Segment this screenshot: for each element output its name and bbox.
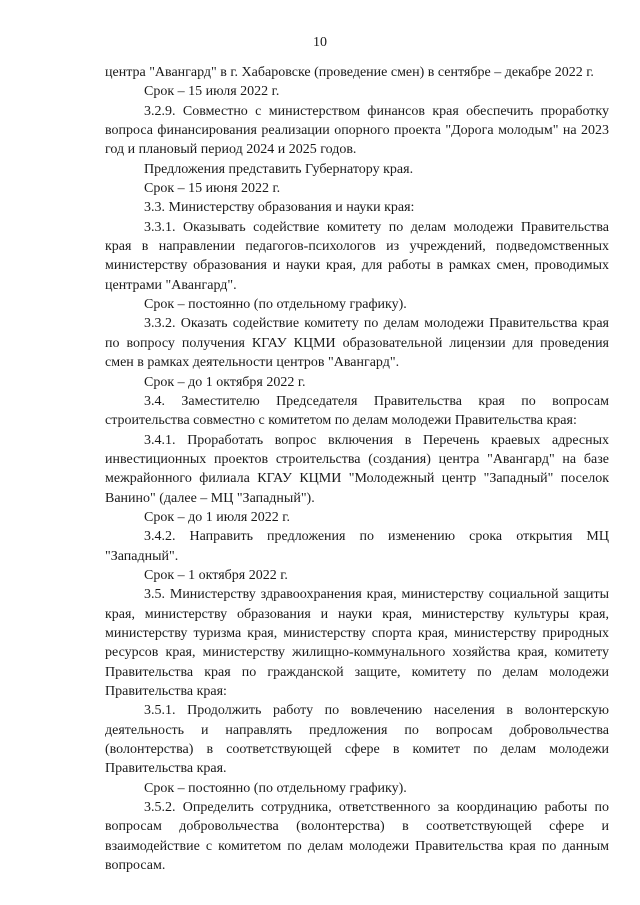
deadline-line: Срок – 15 июня 2022 г. xyxy=(144,181,281,197)
section-3-5-heading: 3.5. Министерству здравоохранения края, министерству социальной защиты края, министерству образования и науки края, министерству культуры края, министерству туризма края, министерству спорта края, министерству природных ресурсов края, министерству жилищно-коммунального хозяйства края, комитету Правительства края по гражданской защите, комитету по делам молодежи Правительства края: xyxy=(105,587,609,699)
section-3-4-heading: 3.4. Заместителю Председателя Правительства края по вопросам строительства совместно с комитетом по делам молодежи Правительства края: xyxy=(105,393,609,429)
page-number: 10 xyxy=(313,35,327,50)
paragraph-3-3-1: 3.3.1. Оказывать содействие комитету по делам молодежи Правительства края в направлении педагогов-психологов из учреждений, подведомственных министерству образования и науки края, для работы в рамках смен, проводимых центрами "Авангард". xyxy=(105,219,609,293)
proposal-line: Предложения представить Губернатору края. xyxy=(144,161,414,177)
paragraph-3-5-1: 3.5.1. Продолжить работу по вовлечению населения в волонтерскую деятельность и направлять предложения по вопросам добровольчества (волонтерства) в соответствующей сфере в комитет по делам молодежи Правительства края. xyxy=(105,703,609,777)
deadline-line: Срок – постоянно (по отдельному графику). xyxy=(144,780,407,796)
document-body xyxy=(105,63,609,875)
paragraph-3-5-2: 3.5.2. Определить сотрудника, ответственного за координацию работы по вопросам добровольчества (волонтерства) в соответствующей сфере и взаимодействие с комитетом по делам молодежи Правительства края по данным вопросам. xyxy=(105,800,609,874)
deadline-line: Срок – до 1 июля 2022 г. xyxy=(144,509,290,525)
deadline-line: Срок – постоянно (по отдельному графику). xyxy=(144,297,407,313)
deadline-line: Срок – 1 октября 2022 г. xyxy=(144,567,288,583)
deadline-line: Срок – до 1 октября 2022 г. xyxy=(144,374,306,390)
paragraph-3-4-1: 3.4.1. Проработать вопрос включения в Перечень краевых адресных инвестиционных проектов строительства (создания) центра "Авангард" на базе межрайонного филиала КГАУ КЦМИ "Молодежный центр "Западный" поселок Ванино" (далее – МЦ "Западный"). xyxy=(105,432,609,506)
paragraph-3-3-2: 3.3.2. Оказать содействие комитету по делам молодежи Правительства края по вопросу получения КГАУ КЦМИ образовательной лицензии для проведения смен в рамках деятельности центров "Авангард". xyxy=(105,316,609,371)
section-3-3-heading: 3.3. Министерству образования и науки края: xyxy=(144,200,415,216)
paragraph-3-2-9: 3.2.9. Совместно с министерством финансов края обеспечить проработку вопроса финансирования реализации опорного проекта "Дорога молодым" на 2023 год и плановый период 2024 и 2025 годов. xyxy=(105,103,609,158)
paragraph-continuation: центра "Авангард" в г. Хабаровске (проведение смен) в сентябре – декабре 2022 г. xyxy=(105,65,594,80)
paragraph-3-4-2: 3.4.2. Направить предложения по изменению срока открытия МЦ "Западный". xyxy=(105,529,609,564)
deadline-line: Срок – 15 июля 2022 г. xyxy=(144,84,280,100)
